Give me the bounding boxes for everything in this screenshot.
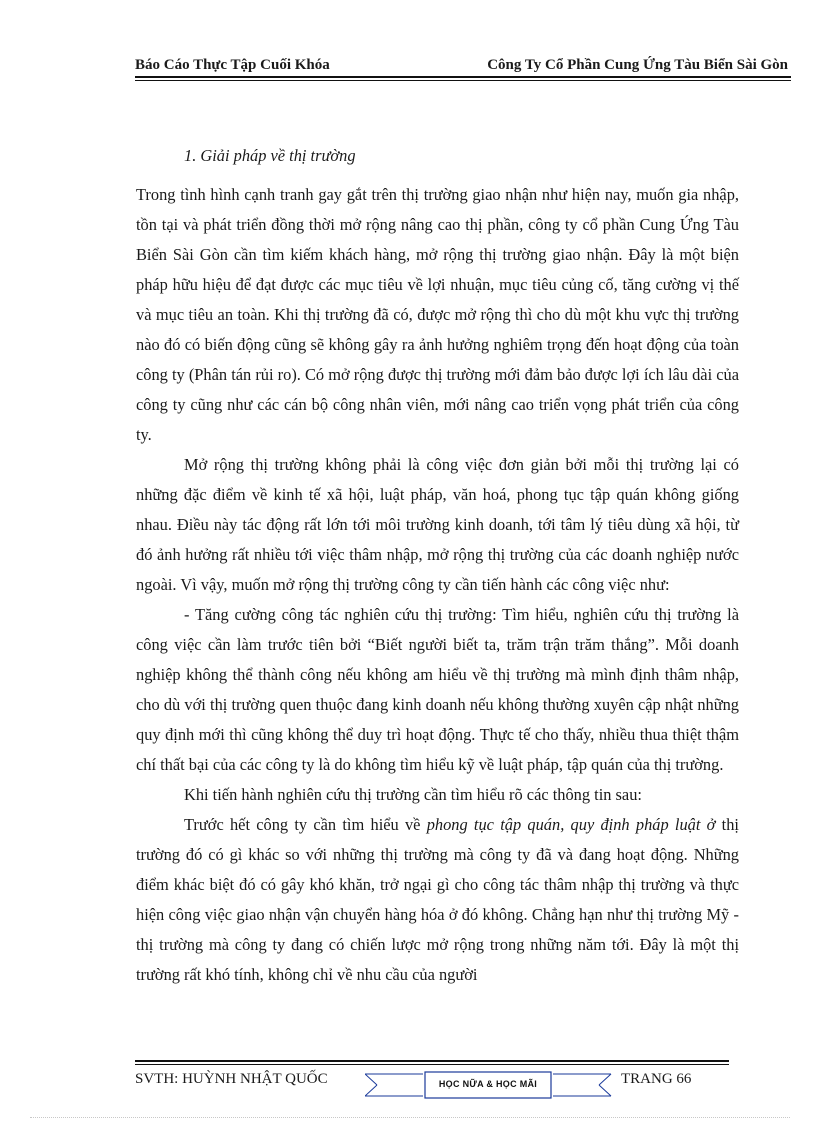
header-rule	[135, 76, 791, 78]
paragraph-1: Trong tình hình cạnh tranh gay gắt trên thị trường giao nhận như hiện nay, muốn gia nhập, tồn tại và phát triển đồng thời mở rộng nâng cao thị phần, công ty cổ phần Cung Ứng Tàu Biển Sài Gòn cần tìm kiếm khách hàng, mở rộng thị trường giao nhận. Đây là một biện pháp hữu hiệu để đạt được các mục tiêu về lợi nhuận, mục tiêu củng cố, tăng cường vị thế và mục tiêu an toàn. Khi thị trường đã có, được mở rộng thì cho dù một khu vực thị trường nào đó có biến động cũng sẽ không gây ra ảnh hưởng nghiêm trọng đến hoạt động của toàn công ty (Phân tán rủi ro). Có mở rộng được thị trường mới đảm bảo được lợi ích lâu dài của công ty cũng như các cán bộ công nhân viên, mới nâng cao triển vọng phát triển của công ty.	[136, 185, 739, 444]
paragraph-5	[136, 810, 739, 990]
page-header	[135, 56, 788, 74]
footer-rule-thin	[135, 1064, 729, 1065]
header-right-title: Công Ty Cổ Phần Cung Ứng Tàu Biển Sài Gòn	[487, 57, 788, 73]
paragraph-2: Mở rộng thị trường không phải là công việc đơn giản bởi mỗi thị trường lại có những đặc điểm về kinh tế xã hội, luật pháp, văn hoá, phong tục tập quán không giống nhau. Điều này tác động rất lớn tới môi trường kinh doanh, tới tâm lý tiêu dùng xã hội, từ đó ảnh hưởng rất nhiều tới việc thâm nhập, mở rộng thị trường của các doanh nghiệp nước ngoài. Vì vậy, muốn mở rộng thị trường công ty cần tiến hành các công việc như:	[136, 455, 739, 594]
page-number: TRANG 66	[621, 1071, 692, 1087]
paragraph-3: - Tăng cường công tác nghiên cứu thị trường: Tìm hiểu, nghiên cứu thị trường là công việc cần làm trước tiên bởi “Biết người biết ta, trăm trận trăm thắng”. Mỗi doanh nghiệp không thể thành công nếu không am hiểu về thị trường mà mình định thâm nhập, cho dù với thị trường quen thuộc đang kinh doanh nếu không thường xuyên cập nhật những quy định mới thì cũng không thể duy trì hoạt động. Thực tế cho thấy, nhiều thua thiệt thậm chí thất bại của các công ty là do không tìm hiểu kỹ về luật pháp, tập quán của thị trường.	[136, 605, 739, 774]
paragraph-5-rest: thị trường đó có gì khác so với những thị trường mà công ty đã và đang hoạt động. Những điểm khác biệt đó có gây khó khăn, trở ngại gì cho công tác thâm nhập thị trường và thực hiện công việc giao nhận vận chuyển hàng hóa ở đó không. Chẳng hạn như thị trường Mỹ - thị trường mà công ty đang có chiến lược mở rộng trong những năm tới. Đây là một thị trường rất khó tính, không chỉ về nhu cầu của người	[136, 815, 739, 984]
paragraph-5-start: Trước hết công ty cần tìm hiểu về	[184, 815, 427, 834]
footer-rule	[135, 1060, 729, 1062]
section-heading: 1. Giải pháp về thị trường	[184, 146, 356, 165]
bottom-dotted-divider	[30, 1117, 790, 1118]
banner-motto: HỌC NỮA & HỌC MÃI	[438, 1079, 538, 1089]
footer-banner	[365, 1070, 612, 1100]
paragraph-4: Khi tiến hành nghiên cứu thị trường cần tìm hiểu rõ các thông tin sau:	[184, 785, 642, 804]
header-left-title: Báo Cáo Thực Tập Cuối Khóa	[135, 57, 330, 73]
footer-student-name: SVTH: HUỲNH NHẬT QUỐC	[135, 1071, 328, 1087]
document-body	[136, 144, 739, 990]
header-rule-thin	[135, 80, 791, 81]
paragraph-5-emphasis: phong tục tập quán, quy định pháp luật ở	[426, 815, 716, 834]
